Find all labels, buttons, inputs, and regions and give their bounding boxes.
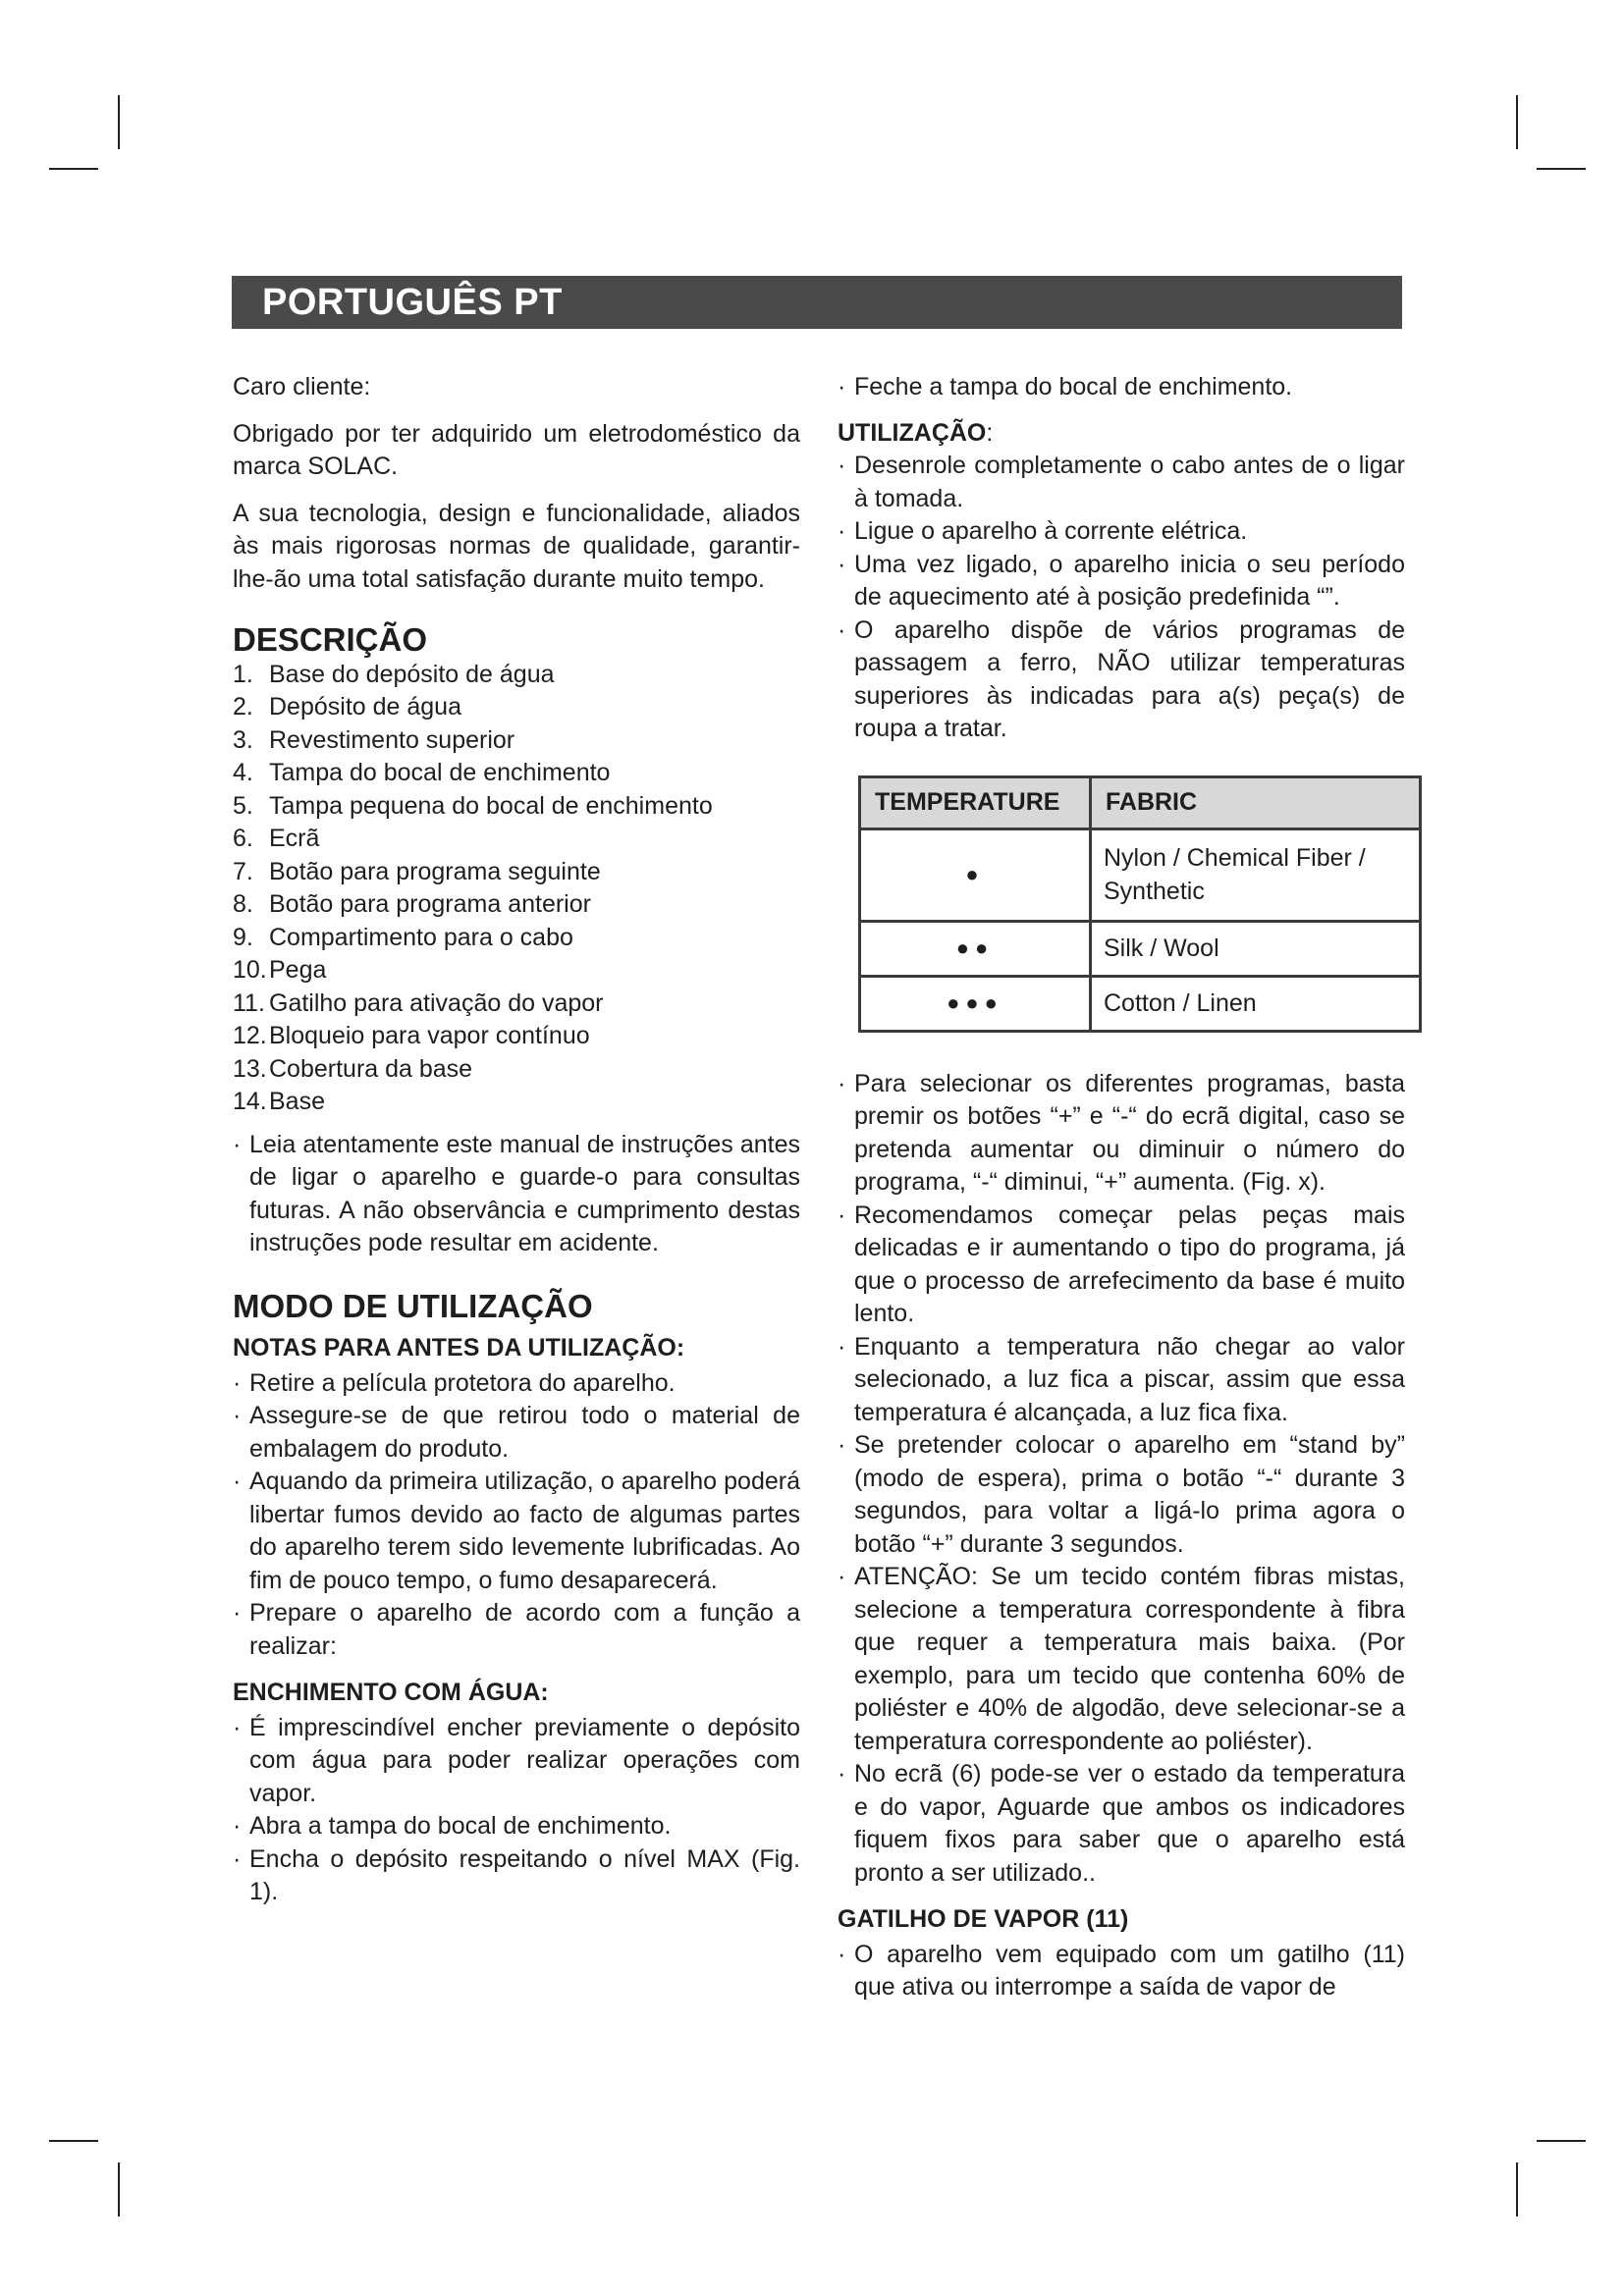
left-column [233,371,800,1909]
list-item: 11. Gatilho para ativação do vapor [233,988,604,1017]
list-item: · Ligue o aparelho à corrente elétrica. [838,515,1405,549]
crop-mark-top-left-v [118,95,120,149]
use-heading-colon: : [986,418,994,447]
list-item: 6. Ecrã [233,825,320,852]
list-item: · Enquanto a temperatura não chegar ao valor selecionado, a luz fica a piscar, assim que essa temperatura é alcançada, a luz fica fixa. [838,1331,1405,1430]
filling-heading: ENCHIMENTO COM ÁGUA: [233,1679,549,1706]
steam-list [838,1939,1405,2004]
table-row [860,828,1421,921]
list-item: 3. Revestimento superior [233,725,515,754]
list-item: 9. Compartimento para o cabo [233,923,573,951]
intro-paragraph-1: Obrigado por ter adquirido um eletrodoméstico da marca SOLAC. [233,419,800,480]
crop-mark-top-left-h [49,168,98,170]
crop-mark-bottom-right-v [1516,2163,1518,2216]
crop-mark-bottom-left-v [118,2163,120,2216]
list-item: · No ecrã (6) pode-se ver o estado da temperatura e do vapor, Aguarde que ambos os indicadores fiquem fixos para saber que o aparelho está pronto a ser utilizado.. [838,1758,1405,1890]
notes-list [233,1367,800,1664]
read-note-list [233,1129,800,1260]
close-cap-list [838,371,1405,404]
crop-mark-top-right-h [1537,168,1586,170]
close-cap-item: · Feche a tampa do bocal de enchimento. [838,371,1405,404]
list-item: · Prepare o aparelho de acordo com a função a realizar: [233,1597,800,1663]
table-header-row [860,776,1421,828]
list-item: 13. Cobertura da base [233,1054,473,1083]
language-header-bar [232,276,1402,329]
list-item: · O aparelho vem equipado com um gatilho (11) que ativa ou interrompe a saída de vapor de [838,1939,1405,2004]
list-item: · Encha o depósito respeitando o nível MAX (Fig. 1). [233,1843,800,1909]
list-item: 12. Bloqueio para vapor contínuo [233,1022,590,1049]
use-list [838,450,1405,746]
right-column [838,371,1405,2004]
use-heading-line [838,417,1405,451]
crop-mark-top-right-v [1516,95,1518,149]
list-item: 10. Pega [233,956,327,984]
temperature-fabric-table [858,775,1422,1033]
list-item: · Uma vez ligado, o aparelho inicia o seu período de aquecimento até à posição predefinida “”. [838,549,1405,614]
list-item: · Aquando da primeira utilização, o aparelho poderá libertar fumos devido ao facto de algumas partes do aparelho terem sido levemente lubrificadas. Ao fim de pouco tempo, o fumo desaparecerá. [233,1466,800,1597]
description-list [233,659,800,1119]
list-item: · ATENÇÃO: Se um tecido contém fibras mistas, selecione a temperatura correspondente à fibra que requer a temperatura mais baixa. (Por exemplo, para um tecido que contenha 60% de poliéster e 40% de algodão, deve selecionar-se a temperatura correspondente ao poliéster). [838,1561,1405,1758]
list-item: · É imprescindível encher previamente o depósito com água para poder realizar operações com vapor. [233,1712,800,1811]
filling-list [233,1712,800,1909]
list-item: · O aparelho dispõe de vários programas de passagem a ferro, NÃO utilizar temperaturas superiores às indicadas para a(s) peça(s) de roupa a tratar. [838,614,1405,746]
list-item: · Assegure-se de que retirou todo o material de embalagem do produto. [233,1400,800,1466]
list-item: · Desenrole completamente o cabo antes de o ligar à tomada. [838,450,1405,515]
list-item: · Abra a tampa do bocal de enchimento. [233,1810,800,1843]
read-note: · Leia atentamente este manual de instruções antes de ligar o aparelho e guarde-o para consultas futuras. A não observância e cumprimento destas instruções pode resultar em acidente. [233,1129,800,1260]
fabric-cell: Silk / Wool [1091,921,1421,976]
steam-heading: GATILHO DE VAPOR (11) [838,1905,1129,1933]
table-header-fabric: FABRIC [1091,776,1421,828]
list-item: 7. Botão para programa seguinte [233,857,601,885]
list-item: · Se pretender colocar o aparelho em “stand by” (modo de espera), prima o botão “-“ durante 3 segundos, para voltar a ligá-lo prima agora o botão “+” durante 3 segundos. [838,1429,1405,1561]
language-header-title: PORTUGUÊS PT [262,282,563,323]
greeting: Caro cliente: [233,373,371,400]
list-item: 14. Base [233,1088,325,1115]
list-item: 2. Depósito de água [233,693,461,721]
crop-mark-bottom-right-h [1537,2140,1586,2142]
table-header-temperature: TEMPERATURE [860,776,1091,828]
table-row [860,921,1421,976]
list-item: 5. Tampa pequena do bocal de enchimento [233,791,713,820]
program-list [838,1068,1405,1891]
temperature-dots: ●●● [860,976,1091,1031]
list-item: · Para selecionar os diferentes programas, basta premir os botões “+” e “-“ do ecrã digital, caso se pretenda aumentar ou diminuir o número do programa, “-“ diminui, “+” aumenta. (Fig. x). [838,1068,1405,1200]
description-heading: DESCRIÇÃO [233,621,428,658]
table-row [860,976,1421,1031]
fabric-cell: Nylon / Chemical Fiber / Synthetic [1091,828,1421,921]
list-item: · Recomendamos começar pelas peças mais delicadas e ir aumentando o tipo do programa, já que o processo de arrefecimento da base é muito lento. [838,1200,1405,1331]
notes-heading: NOTAS PARA ANTES DA UTILIZAÇÃO: [233,1334,685,1362]
crop-mark-bottom-left-h [49,2140,98,2142]
fabric-cell: Cotton / Linen [1091,976,1421,1031]
intro-paragraph-2: A sua tecnologia, design e funcionalidade, aliados às mais rigorosas normas de qualidade, garantir-lhe-ão uma total satisfação durante muito tempo. [233,499,800,593]
usage-heading: MODO DE UTILIZAÇÃO [233,1287,593,1324]
list-item: 4. Tampa do bocal de enchimento [233,759,611,786]
use-heading: UTILIZAÇÃO [838,418,987,447]
temperature-dots: ● [860,828,1091,921]
temperature-dots: ●● [860,921,1091,976]
list-item: 8. Botão para programa anterior [233,890,591,918]
list-item: 1. Base do depósito de água [233,660,555,688]
list-item: · Retire a película protetora do aparelho. [233,1367,800,1401]
